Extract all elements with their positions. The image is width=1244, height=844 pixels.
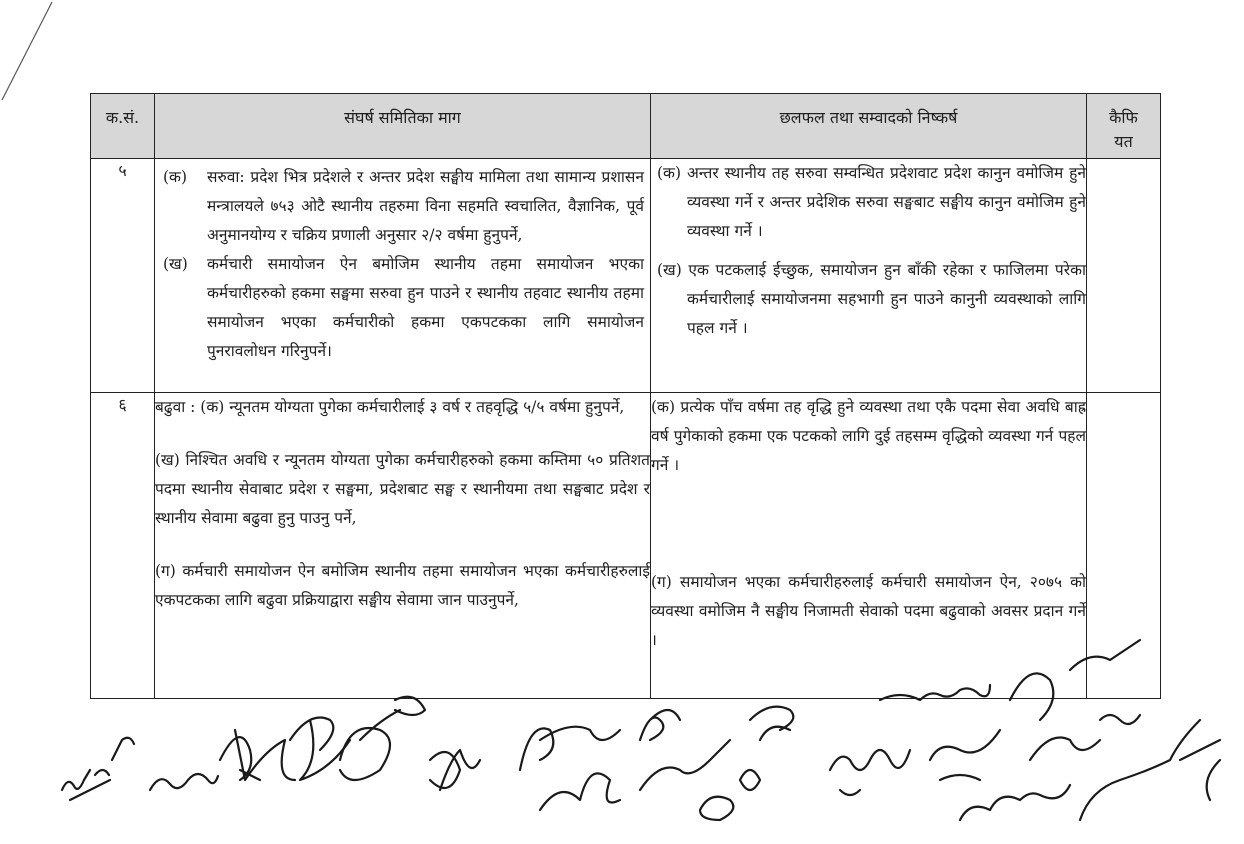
demand-text: बढुवा : (क) न्यूनतम योग्यता पुगेका कर्मचारीलाई ३ वर्ष र तहवृद्धि ५/५ वर्षमा हुनुपर्ने,	[155, 398, 625, 416]
header-remarks-line2: यत	[1114, 132, 1133, 151]
page-corner-crease	[0, 0, 60, 110]
signature	[340, 697, 425, 780]
conclusion-text: (ग) समायोजन भएका कर्मचारीहरुलाई कर्मचारी समायोजन ऐन, २०७५ को व्यवस्था वमोजिम नै सङ्घीय निजामती सेवाको पदमा बढुवाको अवसर प्रदान गर्ने ।	[651, 573, 1086, 649]
table-header-row	[91, 94, 1161, 159]
signature	[430, 750, 480, 790]
demand-item	[163, 163, 644, 250]
signature	[290, 718, 350, 781]
signature	[740, 707, 793, 790]
table-row	[91, 159, 1161, 393]
table-row	[91, 393, 1161, 699]
demand-cell	[155, 393, 651, 699]
signature	[62, 738, 134, 800]
demand-text: (ग) कर्मचारी समायोजन ऐन बमोजिम स्थानीय तहमा समायोजन भएका कर्मचारीहरुलाई एकपटकका लागि बढुवा प्रक्रियाद्वारा सङ्घीय सेवामा जान पाउनुपर्ने,	[155, 562, 650, 609]
header-remarks-line1: कैफि	[1109, 108, 1138, 127]
row-serial-number: ६	[91, 393, 155, 699]
header-discussion-conclusion: छलफल तथा सम्वादको निष्कर्ष	[651, 94, 1087, 159]
remarks-cell	[1087, 159, 1161, 393]
header-serial-number: क.सं.	[91, 94, 155, 159]
demand-marker: (क)	[163, 168, 187, 186]
demand-text: (ख) निश्चित अवधि र न्यूनतम योग्यता पुगेका कर्मचारीहरुको हकमा कम्तिमा ५० प्रतिशत पदमा स्थानीय सेवाबाट प्रदेश र सङ्घमा, प्रदेशबाट सङ्घ र स्थानीयमा तथा सङ्घबाट प्रदेश र स्थानीय सेवामा बढुवा हुनु पाउनु पर्ने,	[155, 451, 650, 527]
header-remarks	[1087, 94, 1161, 159]
signature	[930, 730, 1000, 780]
demand-text: सरुवा: प्रदेश भित्र प्रदेशले र अन्तर प्रदेश सङ्घीय मामिला तथा सामान्य प्रशासन मन्त्रालयले ७५३ ओटै स्थानीय तहरुमा विना सहमति स्वचालित, वैज्ञानिक, पूर्व अनुमानयोग्य र चक्रिय प्रणाली अनुसार २/२ वर्षमा हुनुपर्ने,	[207, 168, 644, 244]
demand-marker: (ख)	[163, 255, 188, 273]
signature	[640, 740, 730, 790]
signature	[220, 730, 295, 780]
signature	[1080, 720, 1220, 820]
demand-item	[163, 250, 644, 366]
signature	[520, 727, 620, 770]
demand-cell	[155, 159, 651, 393]
conclusion-cell	[651, 159, 1087, 393]
signature	[960, 785, 1070, 820]
conclusion-text: (क) अन्तर स्थानीय तह सरुवा सम्वन्धित प्रदेशवाट प्रदेश कानुन वमोजिम हुने व्यवस्था गर्ने र अन्तर प्रदेशिक सरुवा सङ्घबाट सङ्घीय कानुन वमोजिम हुने व्यवस्था गर्ने ।	[657, 164, 1086, 240]
conclusion-cell	[651, 393, 1087, 699]
demand-text: कर्मचारी समायोजन ऐन बमोजिम स्थानीय तहमा समायोजन भएका कर्मचारीहरुको हकमा सङ्घमा सरुवा हुन पाउने र स्थानीय तहवाट स्थानीय तहमा समायोजन भएका कर्मचारीको हकमा एकपटकका लागि समायोजन पुनरावलोधन गरिनुपर्ने।	[207, 255, 644, 360]
signature	[830, 750, 910, 795]
signature	[640, 710, 680, 740]
row-serial-number: ५	[91, 159, 155, 393]
header-committee-demands: संघर्ष समितिका माग	[155, 94, 651, 159]
signature	[150, 774, 218, 790]
signature	[540, 773, 620, 810]
agreement-table	[90, 93, 1161, 699]
conclusion-text: (ख) एक पटकलाई ईच्छुक, समायोजन हुन बाँकी रहेका र फाजिलमा परेका कर्मचारीलाई समायोजनमा सहभागी हुन पाउने कानुनी व्यवस्थाको लागि पहल गर्ने ।	[657, 261, 1086, 337]
remarks-cell	[1087, 393, 1161, 699]
signature	[700, 797, 733, 820]
conclusion-text: (क) प्रत्येक पाँच वर्षमा तह वृद्धि हुने व्यवस्था तथा एकै पदमा सेवा अवधि बाह्र वर्ष पुगेकाको हकमा एक पटकको लागि दुई तहसम्म वृद्धिको व्यवस्था गर्न पहल गर्ने ।	[651, 398, 1086, 474]
